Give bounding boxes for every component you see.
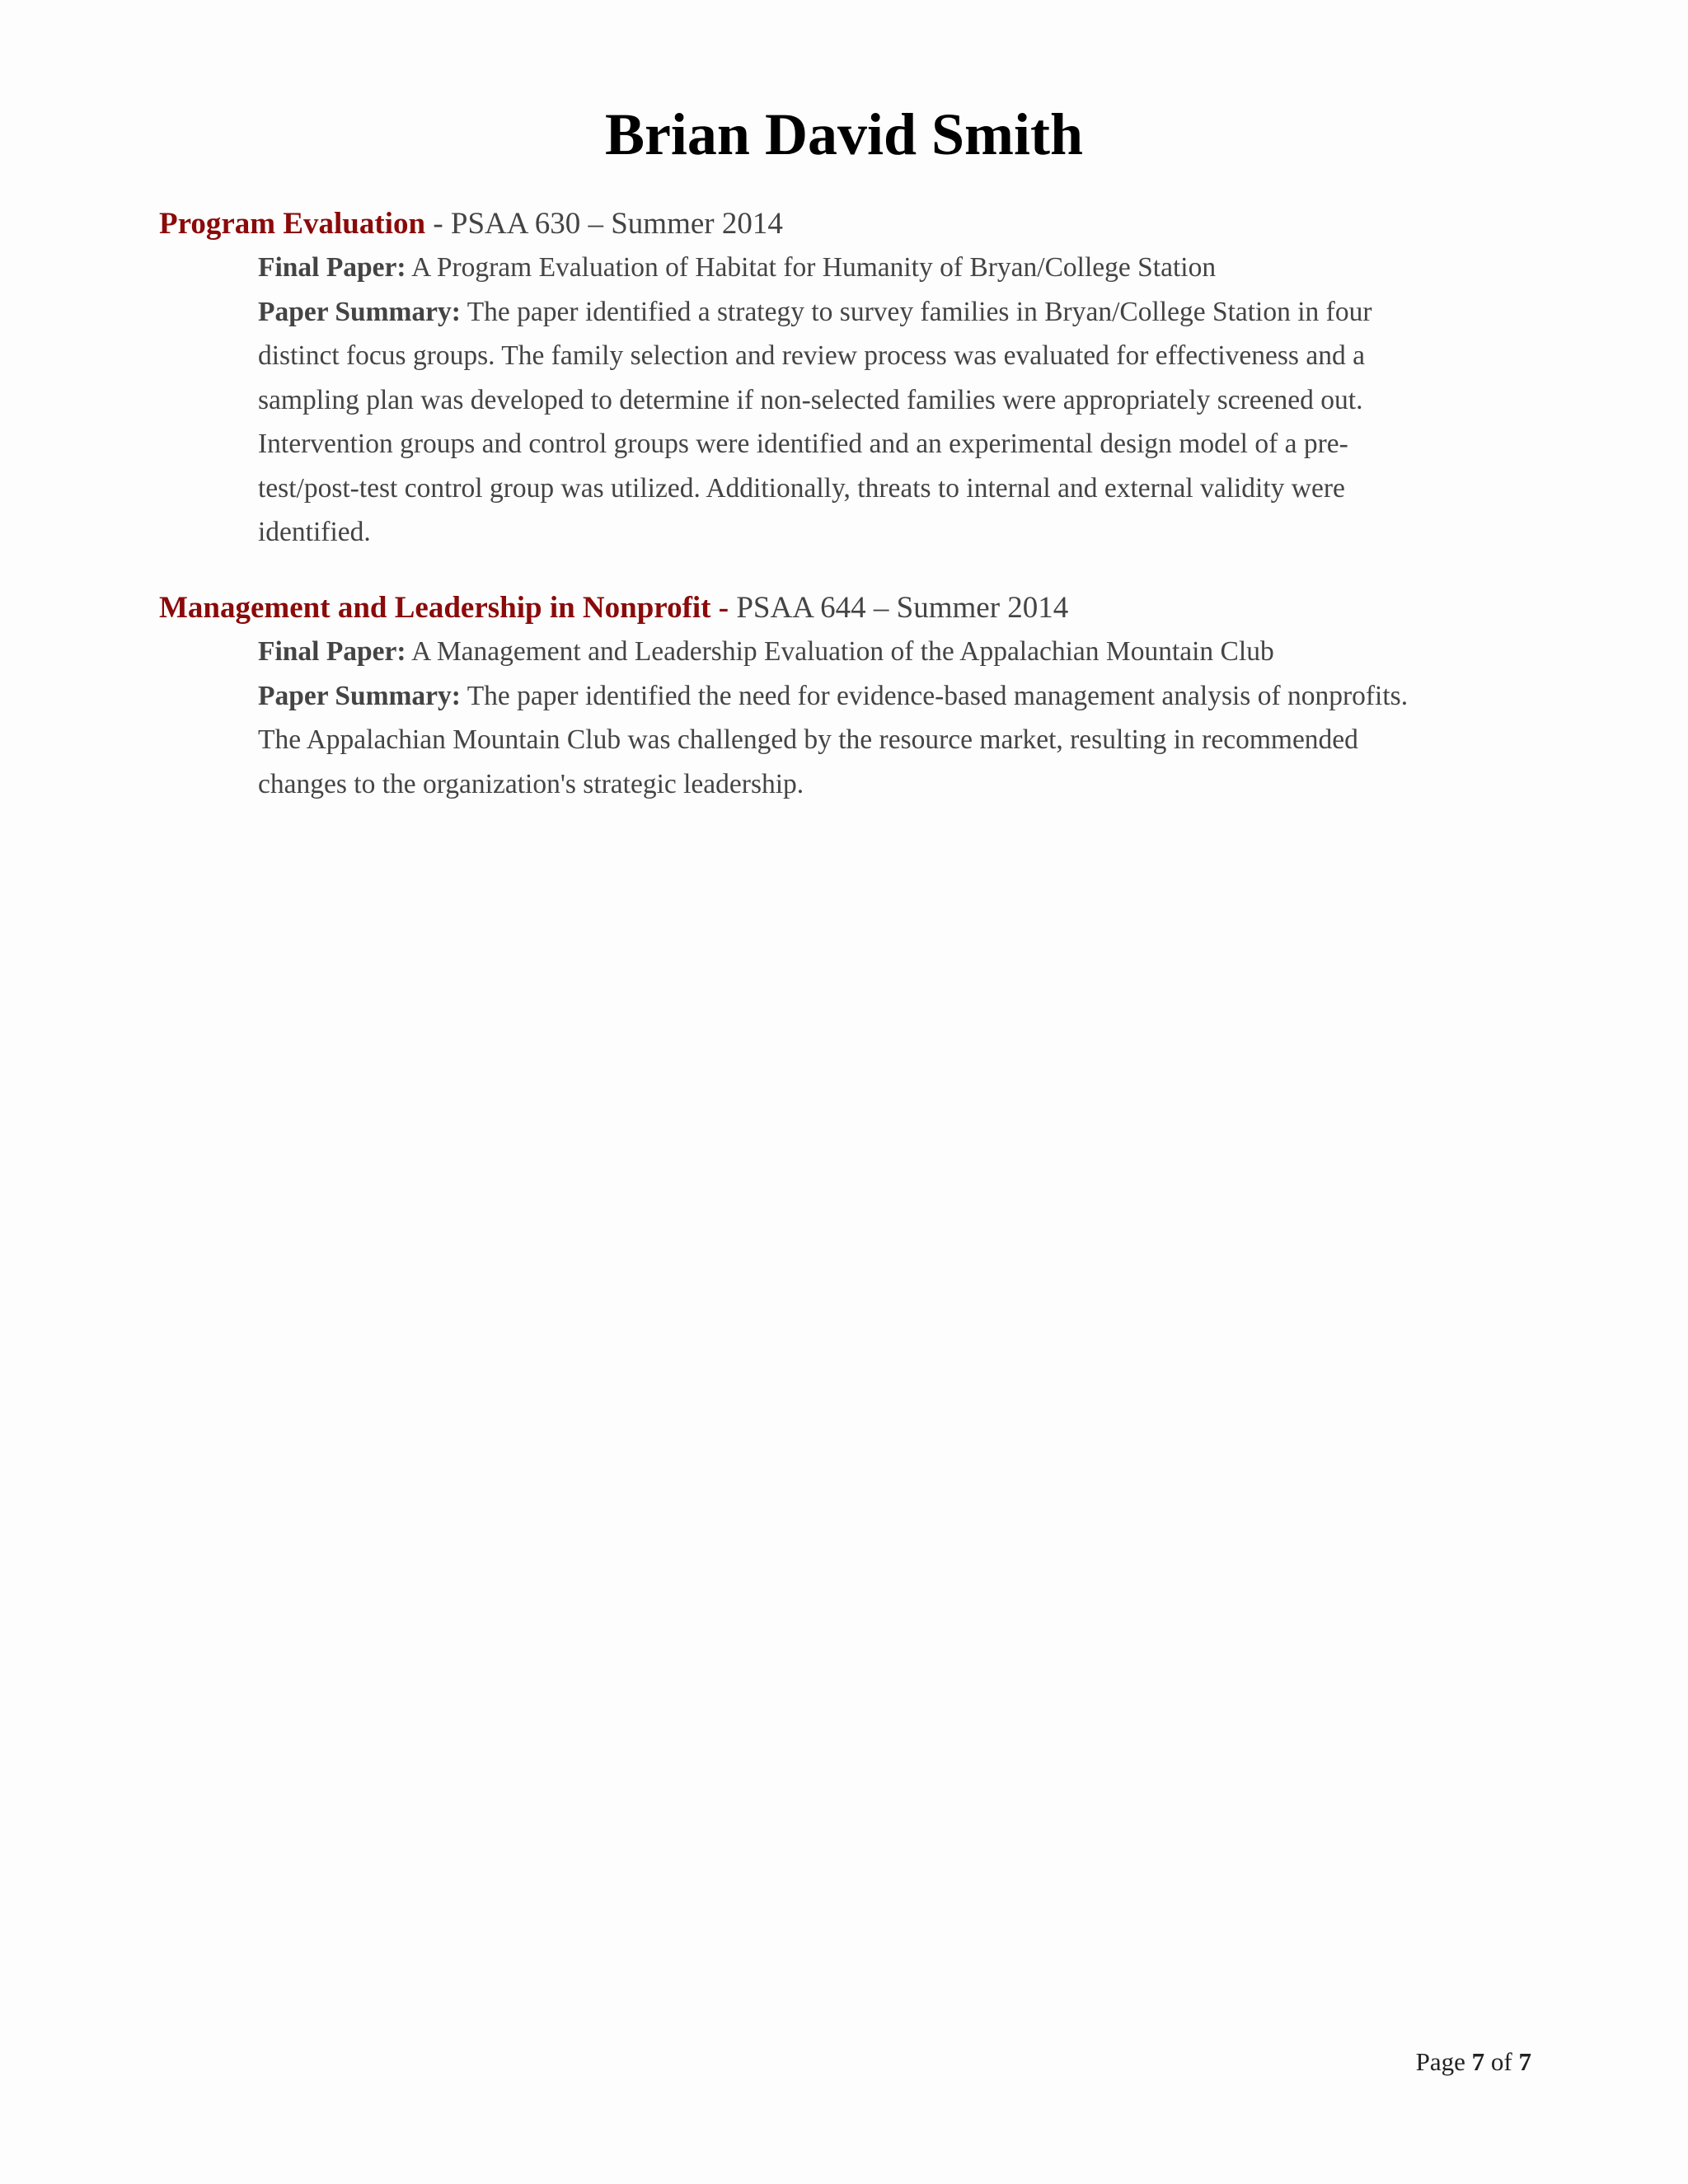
- final-paper-line: [258, 630, 1544, 674]
- final-paper-value: A Management and Leadership Evaluation of the Appalachian Mountain Club: [406, 636, 1274, 667]
- final-paper-label: Final Paper:: [258, 636, 406, 667]
- summary-text: The Appalachian Mountain Club was challenged by the resource market, resulting in recommended: [258, 724, 1358, 755]
- page-number: [1416, 2046, 1531, 2079]
- course-entry-program-evaluation: [159, 203, 1560, 555]
- course-heading: [159, 203, 1560, 246]
- final-paper-line: [258, 246, 1544, 290]
- course-entry-management-leadership: [159, 587, 1560, 806]
- course-body: [258, 630, 1544, 806]
- summary-line: [258, 290, 1544, 335]
- summary-label: Paper Summary:: [258, 680, 461, 711]
- page-total: 7: [1518, 2047, 1531, 2076]
- course-meta: PSAA 630 – Summer 2014: [450, 207, 783, 241]
- page-prefix: Page: [1415, 2047, 1472, 2076]
- summary-text: The paper identified the need for evidence-based management analysis of nonprofits.: [460, 680, 1409, 711]
- summary-text: sampling plan was developed to determine if non-selected families were appropriately screened out.: [258, 384, 1363, 415]
- summary-text: distinct focus groups. The family selection and review process was evaluated for effectiveness and a: [258, 340, 1365, 371]
- summary-text: identified.: [258, 517, 371, 547]
- page-current: 7: [1471, 2047, 1485, 2076]
- summary-label: Paper Summary:: [258, 296, 461, 327]
- course-body: [258, 246, 1544, 555]
- course-separator: -: [710, 591, 737, 625]
- summary-text: changes to the organization's strategic leadership.: [258, 768, 804, 799]
- course-meta: PSAA 644 – Summer 2014: [736, 591, 1069, 625]
- final-paper-value: A Program Evaluation of Habitat for Humanity of Bryan/College Station: [406, 252, 1217, 283]
- summary-text: test/post-test control group was utilized. Additionally, threats to internal and external validity were: [258, 472, 1345, 504]
- page-title: Brian David Smith: [604, 101, 1084, 167]
- page-of: of: [1484, 2047, 1519, 2076]
- summary-text: Intervention groups and control groups were identified and an experimental design model of a pre-: [258, 429, 1348, 459]
- summary-text: The paper identified a strategy to survey families in Bryan/College Station in four: [460, 296, 1372, 327]
- course-title: Program Evaluation: [159, 207, 426, 241]
- course-title: Management and Leadership in Nonprofit: [159, 591, 711, 625]
- course-heading: [159, 587, 1560, 630]
- final-paper-label: Final Paper:: [258, 252, 406, 283]
- course-separator: -: [425, 207, 451, 241]
- summary-line: [258, 674, 1544, 719]
